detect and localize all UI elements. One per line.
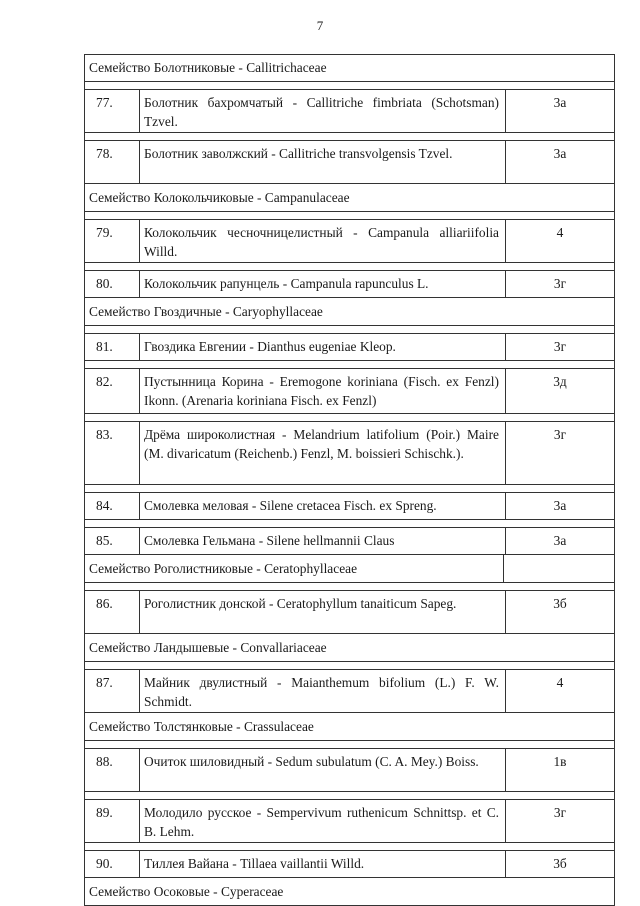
row-gap (84, 843, 615, 850)
rarity-category: 4 (556, 675, 564, 690)
species-name: Молодило русское - Sempervivum ruthenicum Schnittsp. et C. B. Lehm. (140, 800, 506, 842)
species-name: Пустынница Корина - Eremogone koriniana (Fisch. ex Fenzl) Ikonn. (Arenaria koriniana Fisch. ex Fenzl) (140, 369, 506, 413)
table-row (84, 492, 615, 520)
species-name: Колокольчик чесночницелистный - Campanula alliariifolia Willd. (140, 220, 506, 262)
table-row (84, 799, 615, 843)
species-name: Дрёма широколистная - Melandrium latifolium (Poir.) Maire (M. divaricatum (Reichenb.) Fenzl, M. boissieri Schischk.). (140, 422, 506, 484)
species-number: 85. (85, 528, 140, 554)
species-name: Колокольчик рапунцель - Campanula rapunculus L. (140, 271, 506, 297)
rarity-category: 3а (553, 95, 567, 110)
section-gap (84, 82, 615, 89)
page-number: 7 (316, 18, 324, 33)
rarity-category: 3г (553, 805, 567, 820)
family-name: Семейство Осоковые - Cyperaceae (89, 883, 284, 899)
family-name: Семейство Колокольчиковые - Campanulaceae (89, 189, 350, 205)
row-gap (84, 133, 615, 140)
family-row (84, 713, 615, 741)
row-gap (84, 485, 615, 492)
family-row (84, 54, 615, 82)
species-name: Смолевка меловая - Silene cretacea Fisch. ex Spreng. (140, 493, 506, 519)
species-number: 90. (85, 851, 140, 877)
rarity-category: 3д (553, 374, 567, 389)
family-name: Семейство Роголистниковые - Ceratophyllaceae (85, 555, 504, 582)
table-row (84, 333, 615, 361)
species-number: 80. (85, 271, 140, 297)
species-name: Болотник заволжский - Callitriche transvolgensis Tzvel. (140, 141, 506, 183)
row-gap (84, 792, 615, 799)
rarity-category: 3а (553, 533, 567, 548)
rarity-category: 3а (553, 146, 567, 161)
table-row (84, 850, 615, 878)
family-name: Семейство Болотниковые - Callitrichaceae (89, 60, 327, 75)
rarity-category: 3б (553, 596, 567, 611)
species-name: Очиток шиловидный - Sedum subulatum (C. A. Mey.) Boiss. (140, 749, 506, 791)
rarity-category: 3а (553, 498, 567, 513)
section-gap (84, 583, 615, 590)
table-row (84, 590, 615, 634)
species-number: 84. (85, 493, 140, 519)
family-row (84, 878, 615, 906)
species-table (84, 54, 615, 906)
section-gap (84, 326, 615, 333)
rarity-category: 4 (556, 225, 564, 240)
species-name: Майник двулистный - Maianthemum bifolium (L.) F. W. Schmidt. (140, 670, 506, 712)
table-row (84, 219, 615, 263)
species-number: 78. (85, 141, 140, 183)
rarity-category: 3г (553, 276, 567, 291)
species-name: Гвоздика Евгении - Dianthus eugeniae Kleop. (140, 334, 506, 360)
table-row (84, 270, 615, 298)
species-name: Роголистник донской - Ceratophyllum tanaiticum Sapeg. (140, 591, 506, 633)
section-gap (84, 212, 615, 219)
species-number: 89. (85, 800, 140, 842)
table-row (84, 368, 615, 414)
table-row (84, 89, 615, 133)
table-row (84, 748, 615, 792)
table-row (84, 421, 615, 485)
species-number: 81. (85, 334, 140, 360)
row-gap (84, 263, 615, 270)
species-number: 83. (85, 422, 140, 484)
table-row (84, 527, 615, 555)
rarity-category: 1в (553, 754, 567, 769)
family-name: Семейство Ландышевые - Convallariaceae (89, 639, 327, 655)
family-row (84, 298, 615, 326)
section-gap (84, 741, 615, 748)
section-gap (84, 662, 615, 669)
family-name: Семейство Гвоздичные - Caryophyllaceae (89, 303, 323, 319)
row-gap (84, 414, 615, 421)
family-name: Семейство Толстянковые - Crassulaceae (89, 718, 314, 734)
species-number: 77. (85, 90, 140, 132)
species-name: Тиллея Вайана - Tillaea vaillantii Willd. (140, 851, 506, 877)
row-gap (84, 361, 615, 368)
rarity-category: 3г (553, 339, 567, 354)
family-row (84, 634, 615, 662)
table-row (84, 669, 615, 713)
species-number: 88. (85, 749, 140, 791)
species-name: Смолевка Гельмана - Silene hellmannii Claus (140, 528, 506, 554)
rarity-category: 3г (553, 427, 567, 442)
family-row (84, 555, 615, 583)
species-name: Болотник бахромчатый - Callitriche fimbriata (Schotsman) Tzvel. (140, 90, 506, 132)
species-number: 87. (85, 670, 140, 712)
rarity-category: 3б (553, 856, 567, 871)
family-row (84, 184, 615, 212)
row-gap (84, 520, 615, 527)
species-number: 79. (85, 220, 140, 262)
species-number: 86. (85, 591, 140, 633)
table-row (84, 140, 615, 184)
species-number: 82. (85, 369, 140, 413)
